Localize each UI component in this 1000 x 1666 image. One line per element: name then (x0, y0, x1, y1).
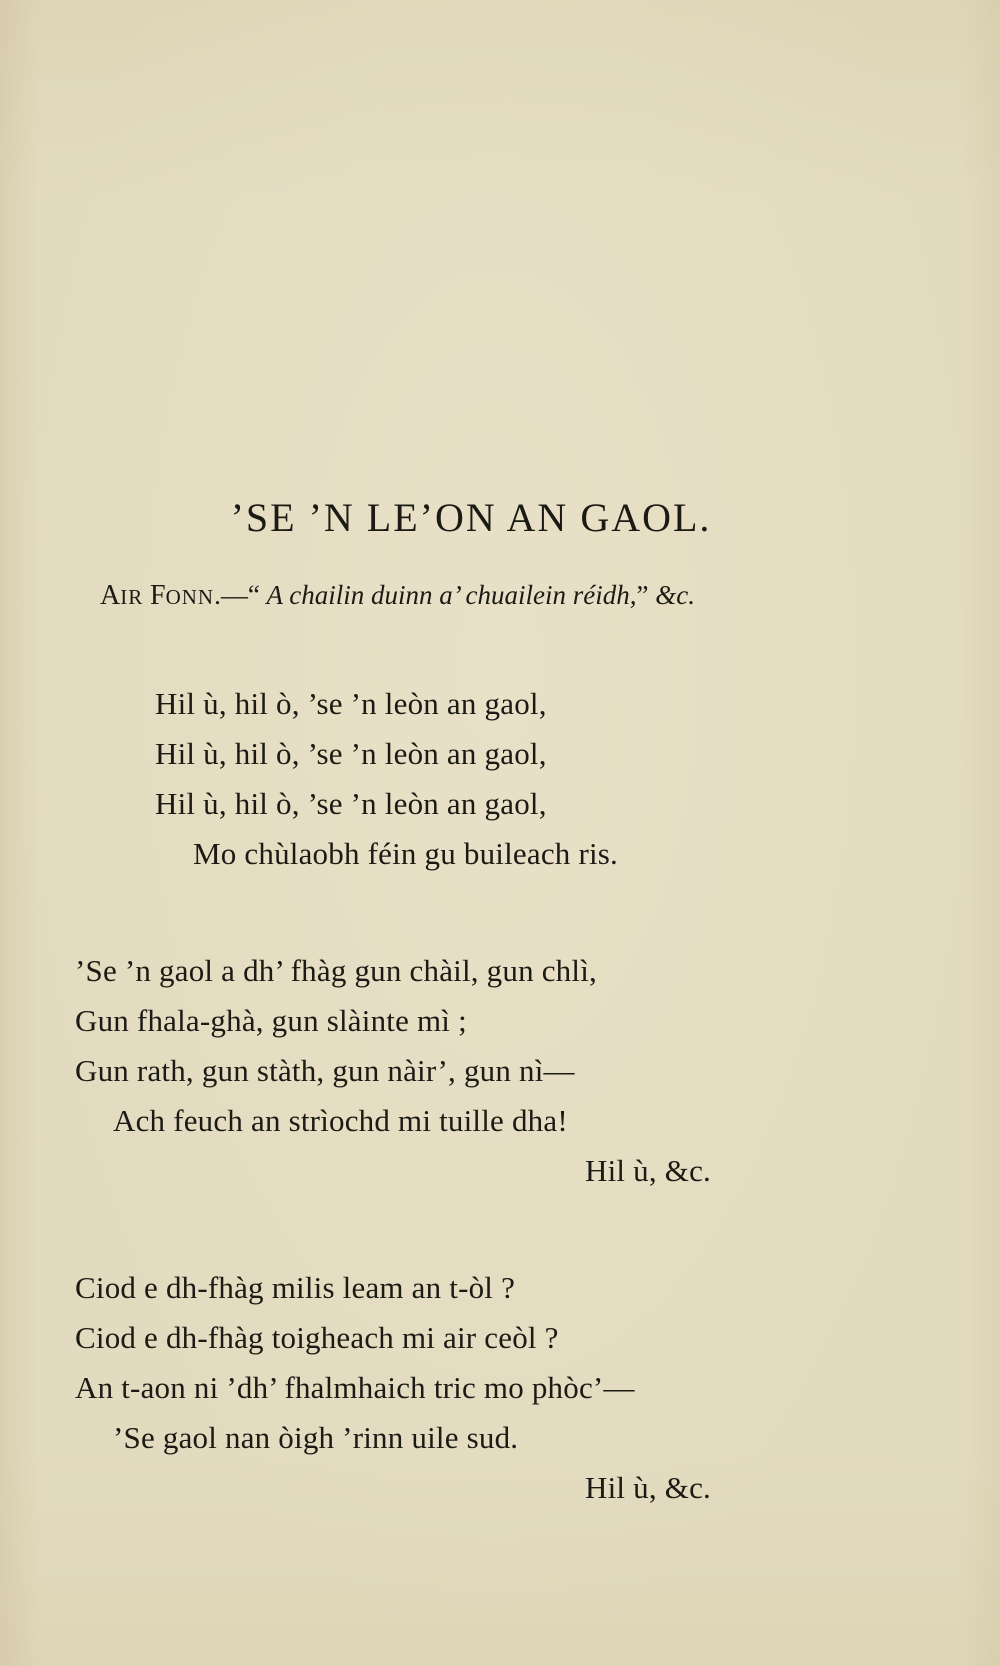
air-tune-name: A chailin duinn a’ chuailein réidh, (266, 580, 637, 610)
stanza-line: Gun fhala-ghà, gun slàinte mì ; (75, 1003, 467, 1038)
chorus-line: Hil ù, hil ò, ’se ’n leòn an gaol, (155, 686, 547, 721)
stanza-refrain: Hil ù, &c. (585, 1470, 711, 1505)
air-separator: .—“ (214, 580, 260, 610)
air-etc: &c. (655, 580, 695, 610)
chorus-line: Hil ù, hil ò, ’se ’n leòn an gaol, (155, 786, 547, 821)
stanza-line: Gun rath, gun stàth, gun nàir’, gun nì— (75, 1053, 575, 1088)
chorus-line: Hil ù, hil ò, ’se ’n leòn an gaol, (155, 736, 547, 771)
stanza-line: An t-aon ni ’dh’ fhalmhaich tric mo phòc’— (75, 1370, 635, 1405)
stanza-line: ’Se ’n gaol a dh’ fhàg gun chàil, gun chlì, (75, 953, 597, 988)
stanza-refrain: Hil ù, &c. (585, 1153, 711, 1188)
air-label-initial-2: F (149, 580, 166, 611)
stanza-line: Ach feuch an strìochd mi tuille dha! (113, 1103, 568, 1138)
air-attribution (100, 582, 695, 610)
song-title-text: ’SE ’N LE’ON AN GAOL. (230, 495, 712, 540)
air-label-rest-1: IR (120, 585, 144, 609)
song-title (0, 495, 1000, 540)
air-label-rest-2: ONN (165, 585, 215, 609)
stanza-line: Ciod e dh-fhàg milis leam an t-òl ? (75, 1270, 516, 1305)
stanza-line: ’Se gaol nan òigh ’rinn uile sud. (113, 1420, 519, 1455)
air-label-initial-1: A (100, 580, 121, 611)
chorus-line: Mo chùlaobh féin gu buileach ris. (193, 836, 618, 871)
stanza-line: Ciod e dh-fhàg toigheach mi air ceòl ? (75, 1320, 559, 1355)
air-close-quote: ” (636, 580, 649, 610)
